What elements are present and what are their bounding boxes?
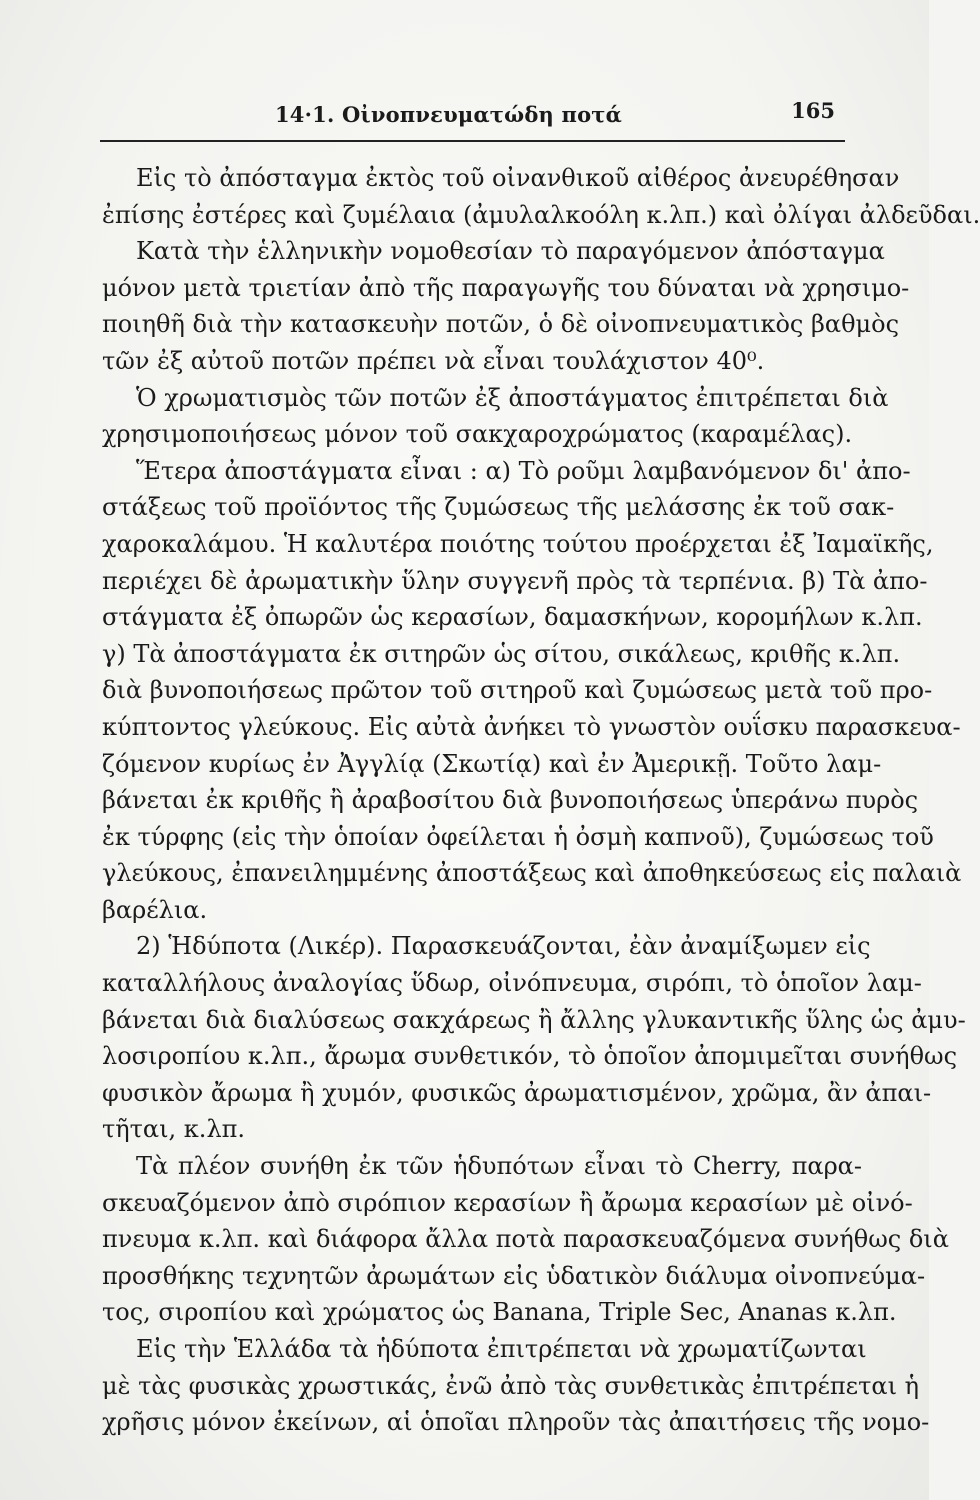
text-line: γλεύκους, ἐπανειλημμένης ἀποστάξεως καὶ ἀποθηκεύσεως εἰς παλαιὰ <box>102 859 962 888</box>
text-line: βάνεται διὰ διαλύσεως σακχάρεως ἢ ἄλλης γλυκαντικῆς ὕλης ὡς ἀμυ- <box>102 1005 966 1034</box>
text-line: τῆται, κ.λπ. <box>102 1115 246 1144</box>
text-line: βάνεται ἐκ κριθῆς ἢ ἀραβοσίτου διὰ βυνοποιήσεως ὑπεράνω πυρὸς <box>102 786 919 815</box>
text-line: Ἕτερα ἀποστάγματα εἶναι : α) Τὸ ροῦμι λαμβανόμενον δι' ἀπο- <box>136 456 911 485</box>
text-line: λοσιροπίου κ.λπ., ἄρωμα συνθετικόν, τὸ ὁποῖον ἀπομιμεῖται συνήθως <box>102 1042 958 1071</box>
text-line: ζόμενον κυρίως ἐν Ἀγγλίᾳ (Σκωτίᾳ) καὶ ἐν Ἀμερικῇ. Τοῦτο λαμ- <box>102 749 882 778</box>
text-line: γ) Τὰ ἀποστάγματα ἐκ σιτηρῶν ὡς σίτου, σικάλεως, κριθῆς κ.λπ. <box>102 639 901 668</box>
text-line: Εἰς τὸ ἀπόσταγμα ἐκτὸς τοῦ οἰνανθικοῦ αἰθέρος ἀνευρέθησαν <box>136 164 900 192</box>
text-line: χαροκαλάμου. Ἡ καλυτέρα ποιότης τούτου προέρχεται ἐξ Ἰαμαϊκῆς, <box>102 529 934 558</box>
text-line: χρῆσις μόνον ἐκείνων, αἱ ὁποῖαι πληροῦν τὰς ἀπαιτήσεις τῆς νομο- <box>102 1408 930 1437</box>
text-line: βαρέλια. <box>102 895 208 924</box>
text-line: στάξεως τοῦ προϊόντος τῆς ζυμώσεως τῆς μελάσσης ἐκ τοῦ σακ- <box>102 493 895 522</box>
running-header <box>100 98 845 130</box>
section-title: 14·1. Οἰνοπνευματώδη ποτά <box>275 102 622 127</box>
body-text <box>102 160 980 1441</box>
text-line: Τὰ πλέον συνήθη ἐκ τῶν ἡδυπότων εἶναι τὸ Cherry, παρα- <box>136 1152 862 1181</box>
text-line: ποιηθῆ διὰ τὴν κατασκευὴν ποτῶν, ὁ δὲ οἰνοπνευματικὸς βαθμὸς <box>102 310 900 339</box>
text-line: 2) Ἡδύποτα (Λικέρ). Παρασκευάζονται, ἐὰν ἀναμίξωμεν εἰς <box>136 932 871 961</box>
text-line: τῶν ἐξ αὐτοῦ ποτῶν πρέπει νὰ εἶναι τουλάχιστον 40⁰. <box>102 346 765 375</box>
text-line: καταλλήλους ἀναλογίας ὕδωρ, οἰνόπνευμα, σιρόπι, τὸ ὁποῖον λαμ- <box>102 969 922 998</box>
text-line: Κατὰ τὴν ἑλληνικὴν νομοθεσίαν τὸ παραγόμενον ἀπόσταγμα <box>136 237 885 266</box>
page-number: 165 <box>791 98 835 123</box>
text-line: ἐπίσης ἐστέρες καὶ ζυμέλαια (ἀμυλαλκοόλη κ.λπ.) καὶ ὀλίγαι ἀλδεῦδαι. <box>102 200 980 229</box>
text-line: προσθήκης τεχνητῶν ἀρωμάτων εἰς ὑδατικὸν διάλυμα οἰνοπνεύμα- <box>102 1261 926 1290</box>
header-rule <box>100 140 845 142</box>
text-line: μόνον μετὰ τριετίαν ἀπὸ τῆς παραγωγῆς του δύναται νὰ χρησιμο- <box>102 273 910 302</box>
text-line: ἐκ τύρφης (εἰς τὴν ὁποίαν ὀφείλεται ἡ ὀσμὴ καπνοῦ), ζυμώσεως τοῦ <box>102 822 934 851</box>
text-line: φυσικὸν ἄρωμα ἢ χυμόν, φυσικῶς ἀρωματισμένον, χρῶμα, ἂν ἀπαι- <box>102 1078 932 1107</box>
text-line: Ὁ χρωματισμὸς τῶν ποτῶν ἐξ ἀποστάγματος ἐπιτρέπεται διὰ <box>136 383 889 412</box>
text-line: στάγματα ἐξ ὀπωρῶν ὡς κερασίων, δαμασκήνων, κορομήλων κ.λπ. <box>102 603 923 632</box>
text-line: περιέχει δὲ ἀρωματικὴν ὕλην συγγενῆ πρὸς τὰ τερπένια. β) Τὰ ἀπο- <box>102 566 928 595</box>
text-line: Εἰς τὴν Ἑλλάδα τὰ ἡδύποτα ἐπιτρέπεται νὰ χρωματίζωνται <box>136 1335 867 1363</box>
text-line: τος, σιροπίου καὶ χρώματος ὡς Banana, Triple Sec, Ananas κ.λπ. <box>102 1298 897 1327</box>
text-line: διὰ βυνοποιήσεως πρῶτον τοῦ σιτηροῦ καὶ ζυμώσεως μετὰ τοῦ προ- <box>102 676 933 705</box>
text-line: μὲ τὰς φυσικὰς χρωστικάς, ἐνῶ ἀπὸ τὰς συνθετικὰς ἐπιτρέπεται ἡ <box>102 1371 920 1400</box>
text-line: χρησιμοποιήσεως μόνον τοῦ σακχαροχρώματος (καραμέλας). <box>102 420 853 449</box>
text-line: κύπτοντος γλεύκους. Εἰς αὐτὰ ἀνήκει τὸ γνωστὸν ουΐσκυ παρασκευα- <box>102 712 961 741</box>
text-line: σκευαζόμενον ἀπὸ σιρόπιον κερασίων ἢ ἄρωμα κερασίων μὲ οἰνό- <box>102 1188 913 1217</box>
text-line: πνευμα κ.λπ. καὶ διάφορα ἄλλα ποτὰ παρασκευαζόμενα συνήθως διὰ <box>102 1225 949 1254</box>
